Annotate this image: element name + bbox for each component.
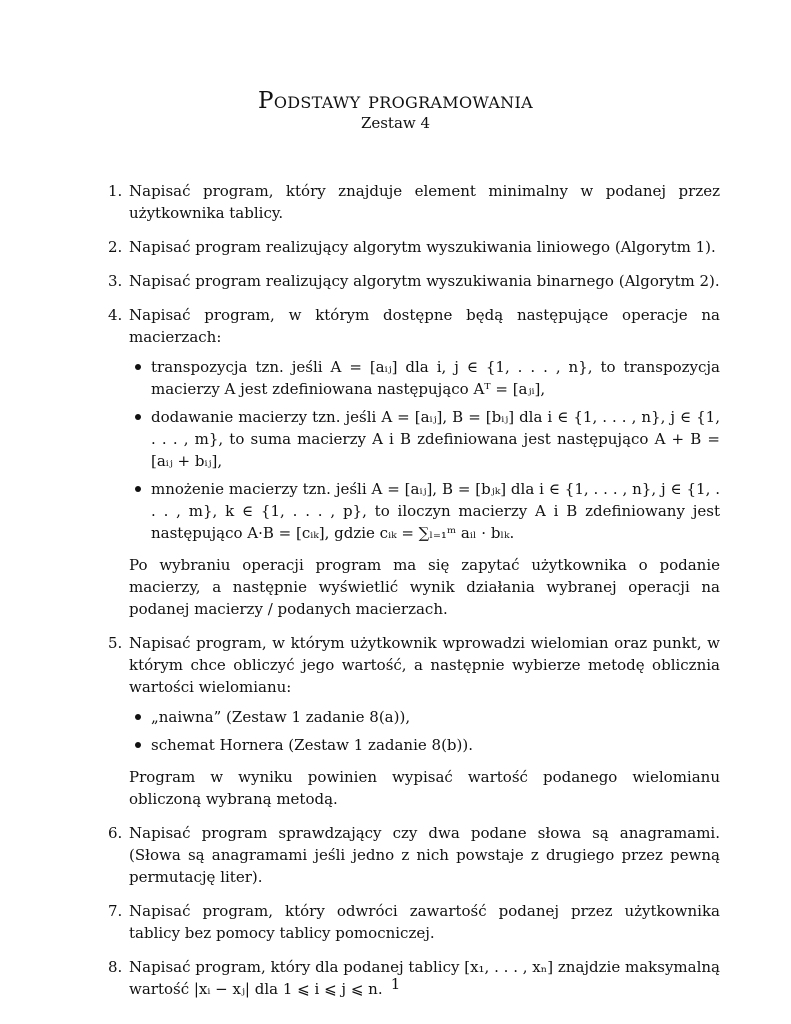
- document-title: [0, 88, 791, 114]
- exercise-text: Napisać program, który znajduje element minimalny w podanej przez użytkownika tablicy.: [129, 182, 720, 222]
- exercise-text: Napisać program, w którym dostępne będą następujące operacje na macierzach:: [129, 306, 720, 346]
- exercise-number: 3.: [108, 272, 123, 290]
- exercise-6: [108, 822, 720, 888]
- exercise-list: [108, 180, 720, 1012]
- exercise-text: Napisać program sprawdzający czy dwa podane słowa są anagramami. (Słowa są anagramami jeśli jedno z nich powstaje z drugiego przez pewną permutację liter).: [129, 824, 720, 886]
- exercise-text: Napisać program, w którym użytkownik wprowadzi wielomian oraz punkt, w którym chce obliczyć jego wartość, a następnie wybierze metodę oblicznia wartości wielomianu:: [129, 634, 720, 696]
- exercise-number: 6.: [108, 824, 123, 842]
- exercise-1: [108, 180, 720, 224]
- page-number: 1: [390, 975, 401, 993]
- exercise-text: Napisać program, który dla podanej tablicy [x₁, . . . , xₙ] znajdzie maksymalną wartość |xᵢ − xⱼ| dla 1 ⩽ i ⩽ j ⩽ n.: [129, 958, 720, 998]
- exercise-note: Program w wyniku powinien wypisać wartość podanego wielomianu obliczoną wybraną metodą.: [129, 768, 720, 808]
- exercise-number: 2.: [108, 238, 123, 256]
- list-item-naive: [129, 706, 720, 728]
- exercise-text: Napisać program, który odwróci zawartość podanej przez użytkownika tablicy bez pomocy tablicy pomocniczej.: [129, 902, 720, 942]
- bullet-text: transpozycja tzn. jeśli A = [aᵢⱼ] dla i, j ∈ {1, . . . , n}, to transpozycja macierzy A jest zdefiniowana następująco Aᵀ = [aⱼᵢ],: [151, 358, 720, 398]
- bullet-text: schemat Hornera (Zestaw 1 zadanie 8(b)).: [151, 736, 474, 754]
- exercise-note: Po wybraniu operacji program ma się zapytać użytkownika o podanie macierzy, a następnie wyświetlić wynik działania wybranej operacji na podanej macierzy / podanych macierzach.: [129, 556, 720, 618]
- exercise-number: 1.: [108, 182, 123, 200]
- bullet-text: mnożenie macierzy tzn. jeśli A = [aᵢⱼ], B = [bⱼₖ] dla i ∈ {1, . . . , n}, j ∈ {1, . . . , m}, k ∈ {1, . . . , p}, to iloczyn macierzy A i B zdefiniowany jest następująco A·B = [cᵢₖ], gdzie cᵢₖ = ∑ₗ₌₁ᵐ aᵢₗ · bₗₖ.: [151, 480, 720, 542]
- exercise-number: 8.: [108, 958, 123, 976]
- exercise-7: [108, 900, 720, 944]
- title-rest: odstawy programowania: [273, 88, 533, 114]
- exercise-text: Napisać program realizujący algorytm wyszukiwania binarnego (Algorytm 2).: [129, 272, 720, 290]
- bullet-text: dodawanie macierzy tzn. jeśli A = [aᵢⱼ], B = [bᵢⱼ] dla i ∈ {1, . . . , n}, j ∈ {1, . . . , m}, to suma macierzy A i B zdefiniowana jest następująco A + B = [aᵢⱼ + bᵢⱼ],: [151, 408, 720, 470]
- bullet-icon: [135, 714, 141, 720]
- exercise-5: [108, 632, 720, 810]
- exercise-2: [108, 236, 720, 258]
- bullet-icon: [135, 742, 141, 748]
- exercise-3: [108, 270, 720, 292]
- document-subtitle: Zestaw 4: [360, 114, 431, 132]
- exercise-4: [108, 304, 720, 620]
- bullet-icon: [135, 364, 141, 370]
- bullet-icon: [135, 486, 141, 492]
- list-item-transpose: [129, 356, 720, 400]
- exercise-number: 7.: [108, 902, 123, 920]
- list-item-addition: [129, 406, 720, 472]
- title-first-letter: P: [258, 88, 274, 114]
- bullet-icon: [135, 414, 141, 420]
- list-item-horner: [129, 734, 720, 756]
- bullet-text: „naiwna” (Zestaw 1 zadanie 8(a)),: [151, 708, 411, 726]
- matrix-operations-list: [129, 356, 720, 544]
- exercise-text: Napisać program realizujący algorytm wyszukiwania liniowego (Algorytm 1).: [129, 238, 716, 256]
- method-list: [129, 706, 720, 756]
- exercise-number: 4.: [108, 306, 123, 324]
- exercise-number: 5.: [108, 634, 123, 652]
- list-item-multiplication: [129, 478, 720, 544]
